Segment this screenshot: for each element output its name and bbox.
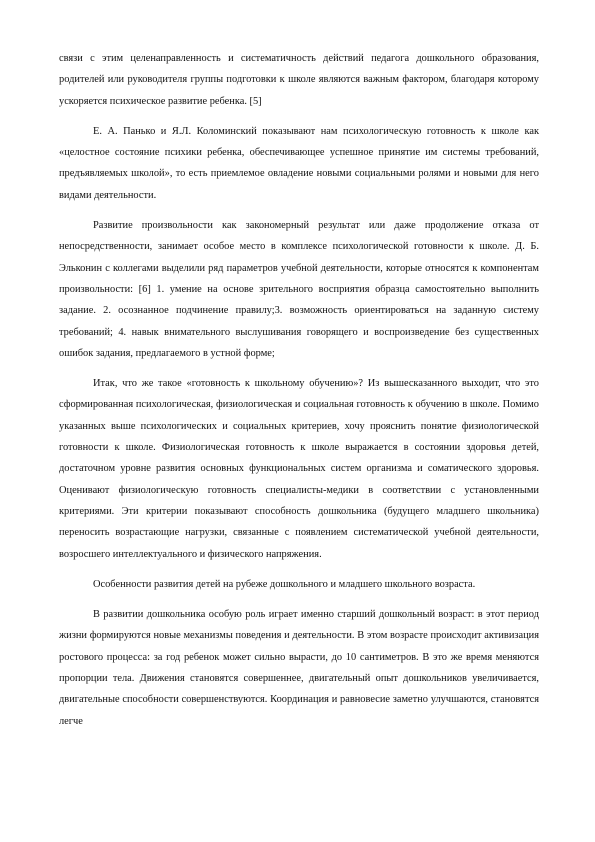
paragraph-4: Итак, что же такое «готовность к школьному обучению»? Из вышесказанного выходит, что это сформированная психологическая, физиологическая и социальная готовность к обучению в школе. Помимо указанных выше психологических и социальных критериев, хочу прояснить понятие физиологической готовности к школе. Физиологическая готовность к школе выражается в состоянии здоровья детей, достаточном уровне развития основных функциональных систем организма и соматического здоровья. Оценивают физиологическую готовность специалисты-медики в соответствии с установленными критериями. Эти критерии показывают способность дошкольника (будущего младшего школьника) переносить возрастающие нагрузки, связанные с появлением систематической учебной деятельности, возросшего интеллектуального и физического напряжения. — [59, 378, 539, 560]
section-heading: Особенности развития детей на рубеже дошкольного и младшего школьного возраста. — [93, 578, 476, 590]
paragraph-3: Развитие произвольности как закономерный результат или даже продолжение отказа от непосредственности, занимает особое место в комплексе психологической готовности к школе. Д. Б. Эльконин с коллегами выделили ряд параметров учебной деятельности, которые относятся к компонентам произвольности: [6] 1. умение на основе зрительного восприятия образца самостоятельно выполнить задание. 2. осознанное подчинение правилу;3. возможность ориентироваться на заданную систему требований; 4. навык внимательного выслушивания говорящего и воспроизведение без существенных ошибок задания, предлагаемого в устной форме; — [59, 220, 539, 359]
paragraph-1: связи с этим целенаправленность и систематичность действий педагога дошкольного образования, родителей или руководителя группы подготовки к школе являются важным фактором, благодаря которому ускоряется психическое развитие ребенка. [5] — [59, 53, 539, 107]
paragraph-2: Е. А. Панько и Я.Л. Коломинский показывают нам психологическую готовность к школе как «целостное состояние психики ребенка, обеспечивающее успешное принятие им системы требований, предъявляемых школой», то есть приемлемое овладение новыми социальными ролями и новыми для него видами деятельности. — [59, 125, 539, 201]
paragraph-5: В развитии дошкольника особую роль играет именно старший дошкольный возраст: в этот период жизни формируются новые механизмы поведения и деятельности. В этом возрасте происходит активизация ростового процесса: за год ребенок может сильно вырасти, до 10 сантиметров. В это же время меняются пропорции тела. Движения становятся совершеннее, двигательный опыт дошкольников увеличивается, двигательные способности совершенствуются. Координация и равновесие заметно улучшаются, становятся легче — [59, 609, 539, 727]
document-body — [59, 48, 539, 732]
